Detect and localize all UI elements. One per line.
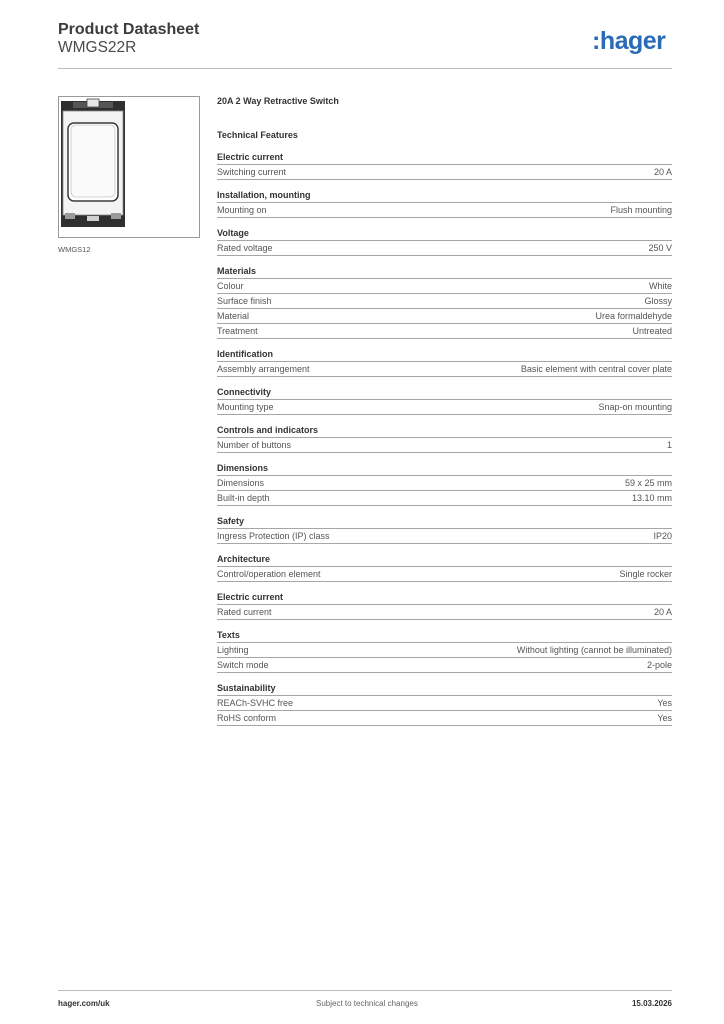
group-title: Electric current bbox=[217, 142, 672, 165]
spec-label: Treatment bbox=[217, 326, 258, 336]
spec-row bbox=[217, 529, 672, 544]
technical-content bbox=[217, 96, 672, 726]
spec-row bbox=[217, 476, 672, 491]
spec-label: Switching current bbox=[217, 167, 287, 177]
group-title: Identification bbox=[217, 339, 672, 362]
group-title: Electric current bbox=[217, 582, 672, 605]
spec-value: Single rocker bbox=[619, 569, 672, 579]
spec-row bbox=[217, 165, 672, 180]
spec-value: Basic element with central cover plate bbox=[520, 364, 672, 374]
spec-label: REACh-SVHC free bbox=[217, 698, 294, 708]
product-image bbox=[58, 96, 200, 238]
spec-value: 20 A bbox=[653, 167, 672, 177]
spec-row bbox=[217, 294, 672, 309]
footer-date: 15.03.2026 bbox=[631, 999, 672, 1008]
spec-row bbox=[217, 605, 672, 620]
spec-value: White bbox=[648, 281, 672, 291]
spec-value: Yes bbox=[657, 713, 672, 723]
footer-website: hager.com/uk bbox=[58, 999, 110, 1008]
spec-label: Number of buttons bbox=[217, 440, 292, 450]
product-code: WMGS22R bbox=[58, 39, 137, 56]
spec-label: Assembly arrangement bbox=[217, 364, 310, 374]
group-title: Architecture bbox=[217, 544, 672, 567]
spec-row bbox=[217, 203, 672, 218]
hager-logo: :hager bbox=[592, 27, 666, 55]
spec-label: Colour bbox=[217, 281, 244, 291]
spec-label: Lighting bbox=[217, 645, 249, 655]
spec-label: Switch mode bbox=[217, 660, 269, 670]
group-title: Dimensions bbox=[217, 453, 672, 476]
spec-label: Rated current bbox=[217, 607, 272, 617]
footer-notice: Subject to technical changes bbox=[316, 999, 418, 1008]
spec-value: 13.10 mm bbox=[631, 493, 672, 503]
spec-label: Built-in depth bbox=[217, 493, 270, 503]
group-title: Connectivity bbox=[217, 377, 672, 400]
group-title: Controls and indicators bbox=[217, 415, 672, 438]
spec-row bbox=[217, 400, 672, 415]
spec-value: Glossy bbox=[644, 296, 672, 306]
header-divider bbox=[58, 68, 672, 69]
spec-value: 2-pole bbox=[646, 660, 672, 670]
spec-value: Snap-on mounting bbox=[598, 402, 672, 412]
spec-row bbox=[217, 491, 672, 506]
spec-value: 1 bbox=[666, 440, 672, 450]
spec-value: Yes bbox=[657, 698, 672, 708]
spec-value: Untreated bbox=[632, 326, 672, 336]
spec-row bbox=[217, 438, 672, 453]
technical-features-heading: Technical Features bbox=[217, 130, 298, 140]
spec-row bbox=[217, 643, 672, 658]
spec-value: Urea formaldehyde bbox=[595, 311, 672, 321]
spec-value: 250 V bbox=[648, 243, 672, 253]
spec-value: 20 A bbox=[653, 607, 672, 617]
spec-label: Rated voltage bbox=[217, 243, 273, 253]
spec-value: IP20 bbox=[653, 531, 672, 541]
spec-label: Ingress Protection (IP) class bbox=[217, 531, 330, 541]
spec-row bbox=[217, 696, 672, 711]
spec-value: Without lighting (cannot be illuminated) bbox=[516, 645, 672, 655]
group-title: Sustainability bbox=[217, 673, 672, 696]
spec-value: 59 x 25 mm bbox=[624, 478, 672, 488]
group-title: Safety bbox=[217, 506, 672, 529]
spec-row bbox=[217, 309, 672, 324]
spec-label: Mounting type bbox=[217, 402, 274, 412]
spec-row bbox=[217, 362, 672, 377]
spec-label: RoHS conform bbox=[217, 713, 277, 723]
feature-groups bbox=[217, 142, 672, 726]
spec-label: Dimensions bbox=[217, 478, 265, 488]
spec-row bbox=[217, 658, 672, 673]
product-image-caption: WMGS12 bbox=[58, 245, 91, 254]
spec-row bbox=[217, 324, 672, 339]
group-title: Installation, mounting bbox=[217, 180, 672, 203]
spec-row bbox=[217, 711, 672, 726]
group-title: Texts bbox=[217, 620, 672, 643]
logo-text: hager bbox=[599, 27, 666, 55]
spec-row bbox=[217, 567, 672, 582]
product-name: 20A 2 Way Retractive Switch bbox=[217, 96, 339, 106]
spec-row bbox=[217, 241, 672, 256]
switch-module-illustration bbox=[59, 97, 199, 237]
spec-label: Control/operation element bbox=[217, 569, 321, 579]
group-title: Materials bbox=[217, 256, 672, 279]
group-title: Voltage bbox=[217, 218, 672, 241]
footer-divider bbox=[58, 990, 672, 991]
spec-label: Mounting on bbox=[217, 205, 267, 215]
page-title: Product Datasheet bbox=[58, 21, 200, 38]
spec-label: Surface finish bbox=[217, 296, 272, 306]
spec-label: Material bbox=[217, 311, 250, 321]
spec-row bbox=[217, 279, 672, 294]
spec-value: Flush mounting bbox=[610, 205, 672, 215]
